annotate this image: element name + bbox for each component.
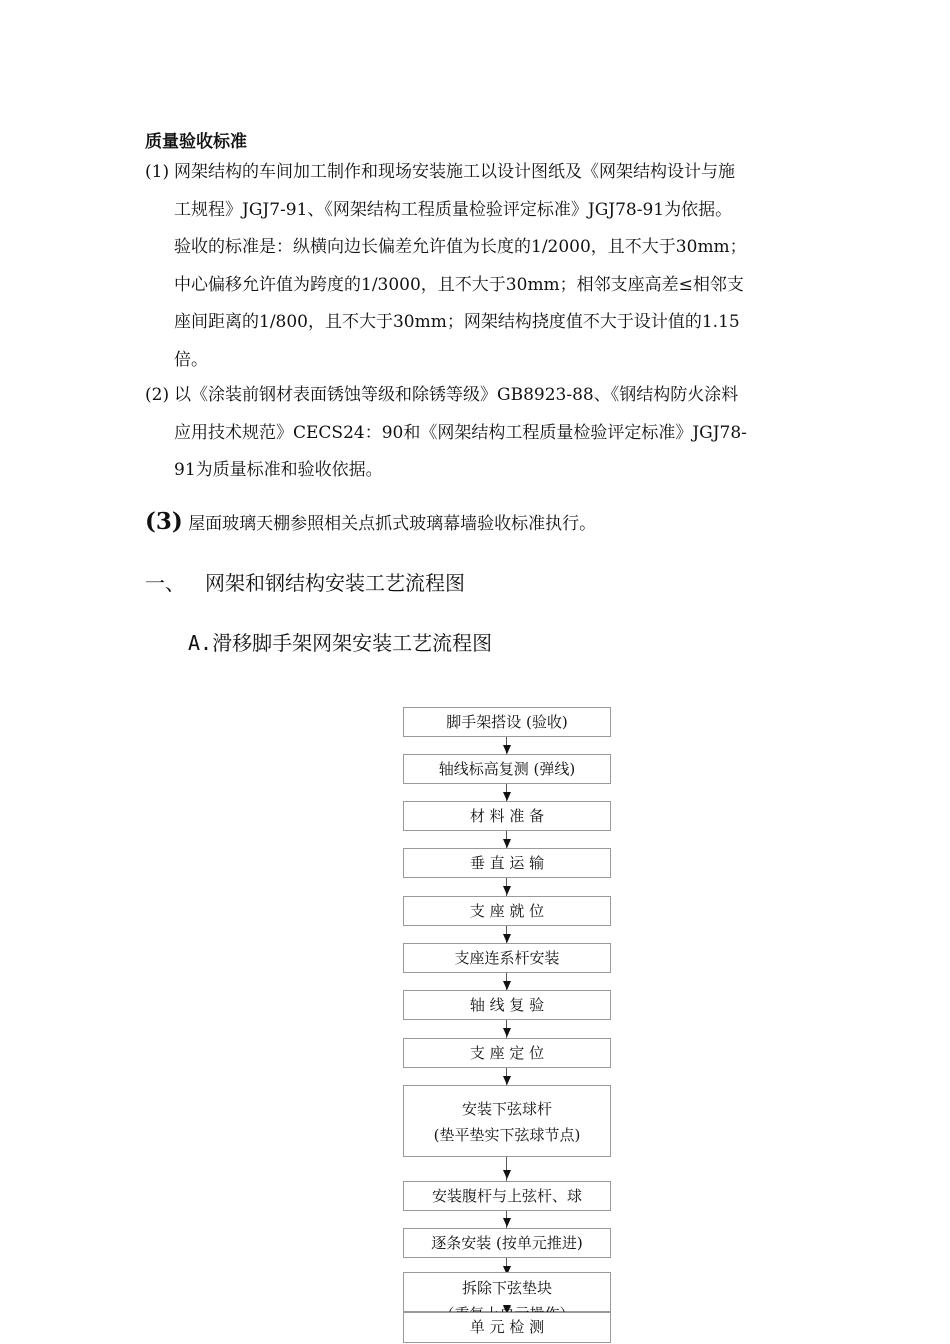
chapter-number: 一、 xyxy=(145,571,185,595)
flow-step xyxy=(403,848,611,878)
flow-step xyxy=(403,990,611,1020)
chapter-title: 网架和钢结构安装工艺流程图 xyxy=(205,571,465,595)
flow-step-label: 支 座 就 位 xyxy=(469,902,545,920)
item-number: (1) xyxy=(145,162,170,182)
flow-step xyxy=(403,1312,611,1343)
item-line: 中心偏移允许值为跨度的1/3000，且不大于30mm；相邻支座高差≤相邻支 xyxy=(174,274,744,295)
chapter-heading xyxy=(145,567,465,596)
item-line: 网架结构的车间加工制作和现场安装施工以设计图纸及《网架结构设计与施 xyxy=(174,162,735,182)
flow-step-label: (垫平垫实下弦球节点) xyxy=(433,1126,581,1144)
standard-item-2 xyxy=(145,377,810,490)
flow-step-label: 轴 线 复 验 xyxy=(469,996,545,1014)
flow-step-label: 拆除下弦垫块 xyxy=(461,1279,552,1297)
item-number: (3) xyxy=(145,508,183,535)
item-line: 应用技术规范》CECS24：90和《网架结构工程质量检验评定标准》JGJ78- xyxy=(174,422,747,443)
flow-arrow xyxy=(503,792,511,801)
item-text: 屋面玻璃天棚参照相关点抓式玻璃幕墙验收标准执行。 xyxy=(188,514,597,534)
flow-step xyxy=(403,1181,611,1211)
flow-arrow xyxy=(503,745,511,754)
section-title: 质量验收标准 xyxy=(145,132,247,152)
flow-arrow xyxy=(503,1218,511,1227)
item-line: 验收的标准是：纵横向边长偏差允许值为长度的1/2000，且不大于30mm； xyxy=(174,237,747,257)
subsection-heading: A.滑移脚手架网架安装工艺流程图 xyxy=(188,631,493,655)
flow-step-label: 安装腹杆与上弦杆、球 xyxy=(431,1187,582,1205)
flow-step xyxy=(403,1228,611,1258)
flow-step-label: 支座连系杆安装 xyxy=(454,949,560,967)
flow-step xyxy=(403,707,611,737)
standard-item-1 xyxy=(145,154,810,379)
flow-step xyxy=(403,754,611,784)
flow-step xyxy=(403,896,611,926)
flow-arrow xyxy=(503,1170,511,1179)
flow-step-label: 逐条安装 (按单元推进) xyxy=(431,1234,583,1252)
flow-step-label: 轴线标高复测 (弹线) xyxy=(438,760,576,778)
item-line: 倍。 xyxy=(174,349,208,370)
flow-step-label: 材 料 准 备 xyxy=(469,807,545,825)
standard-item-3 xyxy=(145,503,596,543)
flow-arrow xyxy=(503,1028,511,1037)
item-line: 工规程》JGJ7-91、《网架结构工程质量检验评定标准》JGJ78-91为依据。 xyxy=(174,199,733,220)
item-line: 座间距离的1/800，且不大于30mm；网架结构挠度值不大于设计值的1.15 xyxy=(174,312,740,332)
item-line: 91为质量标准和验收依据。 xyxy=(174,460,383,480)
flow-arrow xyxy=(503,934,511,943)
flow-step xyxy=(403,801,611,831)
flow-step-label: 单 元 检 测 xyxy=(469,1318,545,1336)
flow-step-label: 垂 直 运 输 xyxy=(469,854,545,872)
item-number: (2) xyxy=(145,385,170,405)
flow-step-label: 脚手架搭设 (验收) xyxy=(446,713,568,731)
flow-step xyxy=(403,1038,611,1068)
flow-step-label: 安装下弦球杆 xyxy=(461,1100,552,1118)
flow-arrow xyxy=(503,886,511,895)
flow-step xyxy=(403,943,611,973)
flow-step xyxy=(403,1085,611,1157)
item-line: 以《涂装前钢材表面锈蚀等级和除锈等级》GB8923-88、《钢结构防火涂料 xyxy=(174,385,739,405)
flow-step-label: 支 座 定 位 xyxy=(469,1044,545,1062)
flow-arrow xyxy=(503,839,511,848)
flow-arrow xyxy=(503,1076,511,1085)
flow-arrow xyxy=(503,981,511,990)
